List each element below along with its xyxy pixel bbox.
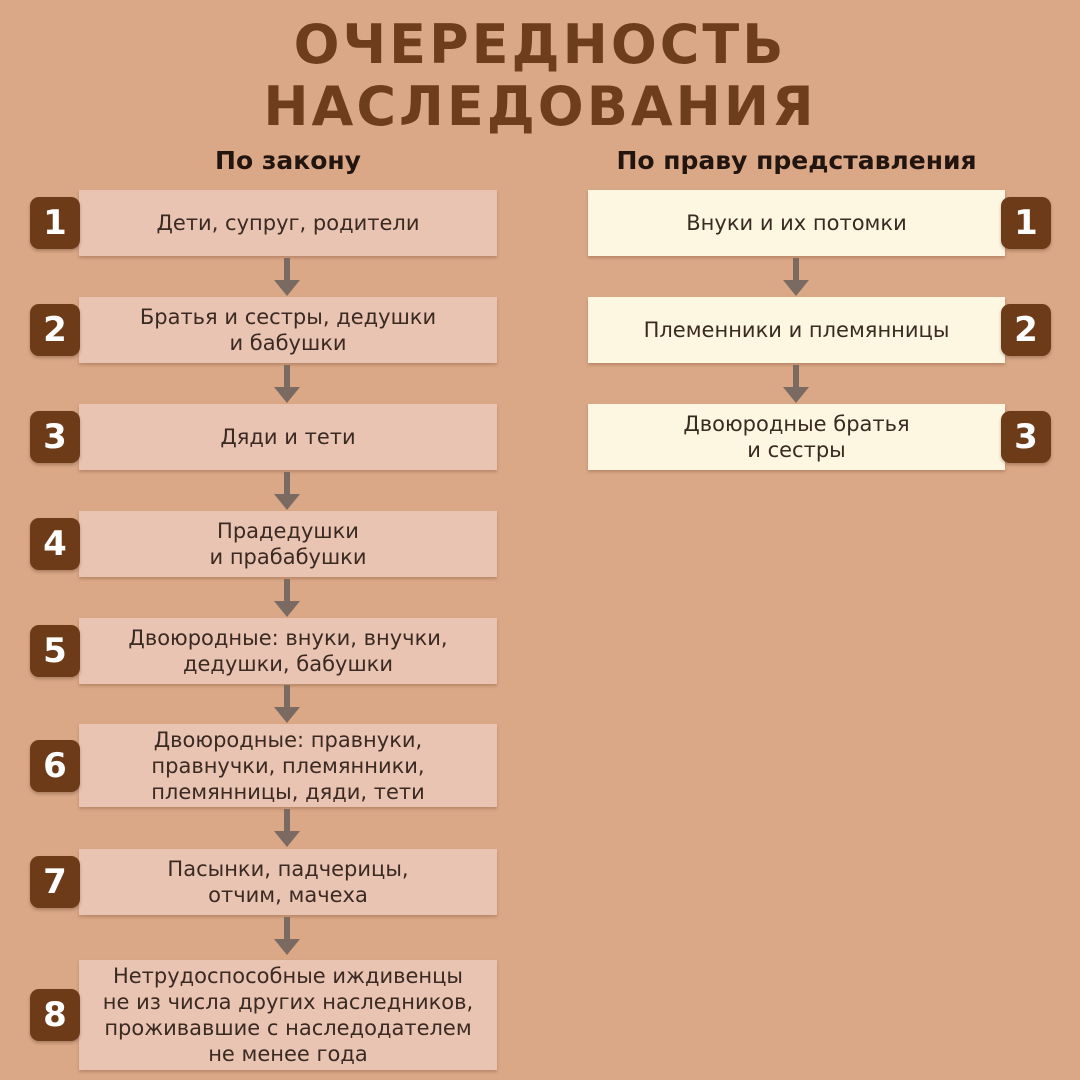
left-step-badge-2: 2 bbox=[30, 304, 80, 356]
down-arrow-icon bbox=[783, 365, 809, 405]
left-step-badge-4: 4 bbox=[30, 518, 80, 570]
left-step-badge-5: 5 bbox=[30, 625, 80, 677]
down-arrow-icon bbox=[274, 809, 300, 849]
left-step-text-3: Дяди и тети bbox=[220, 425, 356, 449]
right-step-badge-3: 3 bbox=[1001, 411, 1051, 463]
left-step-badge-1: 1 bbox=[30, 197, 80, 249]
title-line-1: ОЧЕРЕДНОСТЬ bbox=[293, 13, 787, 76]
right-step-badge-1: 1 bbox=[1001, 197, 1051, 249]
left-step-box-7 bbox=[79, 849, 497, 915]
left-step-badge-7: 7 bbox=[30, 856, 80, 908]
down-arrow-icon bbox=[274, 685, 300, 725]
right-step-badge-2: 2 bbox=[1001, 304, 1051, 356]
right-column-heading: По праву представления bbox=[616, 146, 977, 175]
page-title bbox=[0, 14, 1080, 138]
left-step-text-1: Дети, супруг, родители bbox=[156, 211, 420, 235]
right-step-box-1 bbox=[588, 190, 1005, 256]
left-step-box-1 bbox=[79, 190, 497, 256]
left-step-box-3 bbox=[79, 404, 497, 470]
right-step-text-2: Племенники и племянницы bbox=[643, 318, 950, 342]
left-step-text-2: Братья и сестры, дедушки и бабушки bbox=[139, 305, 437, 355]
left-step-text-6: Двоюродные: правнуки, правнучки, племянники, племянницы, дяди, тети bbox=[151, 727, 425, 804]
down-arrow-icon bbox=[274, 579, 300, 619]
left-step-badge-3: 3 bbox=[30, 411, 80, 463]
left-step-text-7: Пасынки, падчерицы, отчим, мачеха bbox=[167, 857, 409, 907]
right-step-text-3: Двоюродные братья и сестры bbox=[683, 412, 910, 462]
down-arrow-icon bbox=[274, 365, 300, 405]
left-step-box-4 bbox=[79, 511, 497, 577]
down-arrow-icon bbox=[274, 917, 300, 957]
left-step-text-5: Двоюродные: внуки, внучки, дедушки, бабушки bbox=[128, 626, 448, 676]
left-step-box-8 bbox=[79, 960, 497, 1070]
left-step-badge-6: 6 bbox=[30, 740, 80, 792]
down-arrow-icon bbox=[274, 472, 300, 512]
left-step-text-8: Нетрудоспособные иждивенцы не из числа других наследников, проживавшие с наследодателем не менее года bbox=[102, 964, 474, 1066]
left-column-heading: По закону bbox=[215, 146, 361, 175]
down-arrow-icon bbox=[274, 258, 300, 298]
title-line-2: НАСЛЕДОВАНИЯ bbox=[263, 75, 817, 138]
left-step-box-6 bbox=[79, 724, 497, 807]
right-step-box-2 bbox=[588, 297, 1005, 363]
left-step-text-4: Прадедушки и прабабушки bbox=[209, 519, 367, 569]
right-step-text-1: Внуки и их потомки bbox=[686, 211, 907, 235]
left-step-box-5 bbox=[79, 618, 497, 684]
left-step-badge-8: 8 bbox=[30, 989, 80, 1041]
down-arrow-icon bbox=[783, 258, 809, 298]
right-step-box-3 bbox=[588, 404, 1005, 470]
left-step-box-2 bbox=[79, 297, 497, 363]
